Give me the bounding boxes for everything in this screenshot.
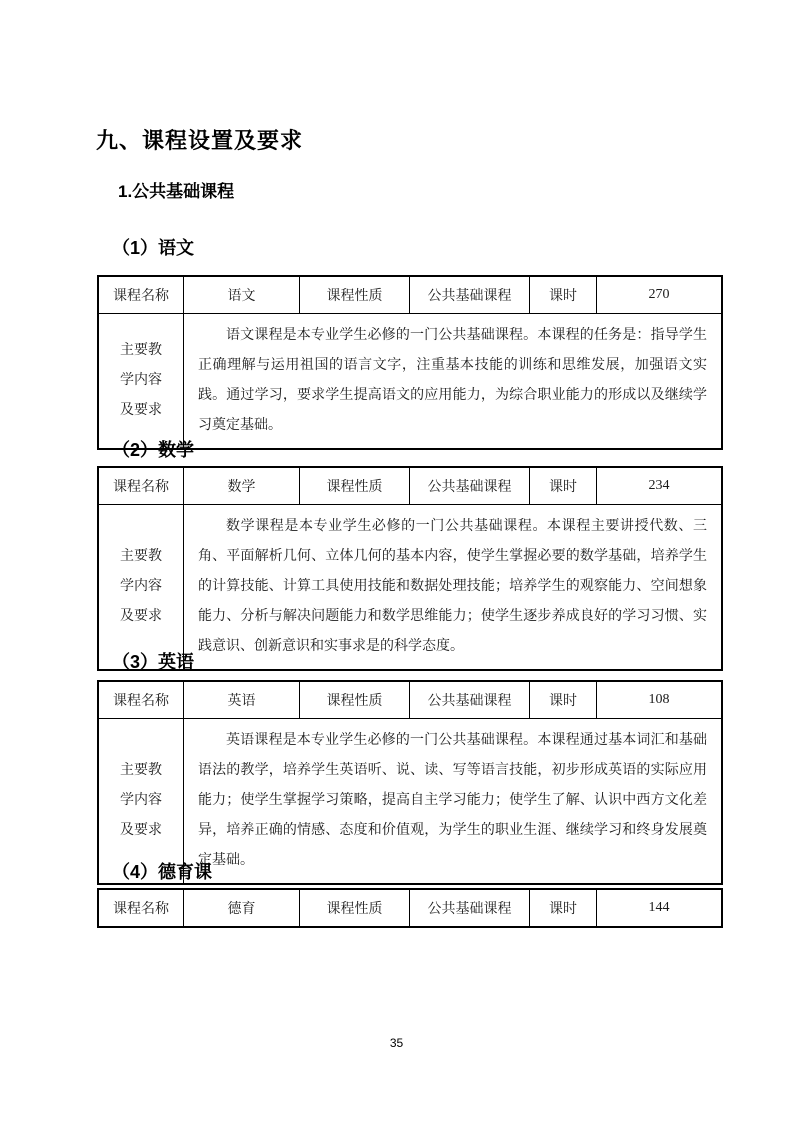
heading-math: （2）数学 bbox=[112, 440, 195, 460]
content-label-line: 学内容 bbox=[120, 373, 162, 388]
course-nature-label: 课程性质 bbox=[300, 889, 410, 927]
content-text: 英语课程是本专业学生必修的一门公共基础课程。本课程通过基本词汇和基础语法的教学，培养学生英语听、说、读、写等语言技能，初步形成英语的实际应用能力；使学生掌握学习策略，提高自主学习能力；使学生了解、认识中西方文化差异，培养正确的情感、态度和价值观，为学生的职业生涯、继续学习和终身发展奠定基础。 bbox=[198, 733, 707, 868]
table-row bbox=[98, 889, 722, 927]
hours-label: 课时 bbox=[530, 467, 597, 505]
content-text-cell bbox=[184, 314, 723, 450]
heading-moral-education: （4）德育课 bbox=[112, 862, 213, 882]
hours-label: 课时 bbox=[530, 889, 597, 927]
course-name-label: 课程名称 bbox=[98, 681, 184, 719]
course-nature-value: 公共基础课程 bbox=[410, 467, 530, 505]
course-nature-label: 课程性质 bbox=[300, 467, 410, 505]
course-name-value: 数学 bbox=[184, 467, 300, 505]
course-nature-value: 公共基础课程 bbox=[410, 889, 530, 927]
subsection-title-public-basic-courses: 1.公共基础课程 bbox=[118, 182, 235, 201]
content-label-line: 主要教 bbox=[120, 549, 162, 564]
content-label-line: 及要求 bbox=[120, 823, 162, 838]
page-title: 九、课程设置及要求 bbox=[96, 128, 304, 153]
hours-value: 234 bbox=[597, 467, 723, 505]
content-text-cell bbox=[184, 719, 723, 885]
course-name-label: 课程名称 bbox=[98, 276, 184, 314]
course-nature-value: 公共基础课程 bbox=[410, 276, 530, 314]
course-nature-value: 公共基础课程 bbox=[410, 681, 530, 719]
content-text: 数学课程是本专业学生必修的一门公共基础课程。本课程主要讲授代数、三角、平面解析几何、立体几何的基本内容，使学生掌握必要的数学基础，培养学生的计算技能、计算工具使用技能和数据处理技能；培养学生的观察能力、空间想象能力、分析与解决问题能力和数学思维能力；使学生逐步养成良好的学习习惯、实践意识、创新意识和实事求是的科学态度。 bbox=[198, 519, 707, 654]
course-table-math bbox=[97, 466, 723, 671]
heading-chinese: （1）语文 bbox=[112, 238, 195, 258]
content-label-line: 及要求 bbox=[120, 609, 162, 624]
course-nature-label: 课程性质 bbox=[300, 681, 410, 719]
content-text: 语文课程是本专业学生必修的一门公共基础课程。本课程的任务是：指导学生正确理解与运用祖国的语言文字，注重基本技能的训练和思维发展，加强语文实践。通过学习，要求学生提高语文的应用能力，为综合职业能力的形成以及继续学习奠定基础。 bbox=[198, 328, 707, 433]
content-label-line: 主要教 bbox=[120, 343, 162, 358]
course-table-english bbox=[97, 680, 723, 885]
course-name-value: 德育 bbox=[184, 889, 300, 927]
hours-label: 课时 bbox=[530, 276, 597, 314]
course-name-label: 课程名称 bbox=[98, 467, 184, 505]
heading-english: （3）英语 bbox=[112, 652, 195, 672]
table-row bbox=[98, 276, 722, 314]
course-name-value: 语文 bbox=[184, 276, 300, 314]
course-table-moral-education bbox=[97, 888, 723, 928]
table-row bbox=[98, 681, 722, 719]
hours-label: 课时 bbox=[530, 681, 597, 719]
hours-value: 108 bbox=[597, 681, 723, 719]
hours-value: 270 bbox=[597, 276, 723, 314]
course-table-chinese bbox=[97, 275, 723, 450]
course-name-value: 英语 bbox=[184, 681, 300, 719]
hours-value: 144 bbox=[597, 889, 723, 927]
content-label-line: 学内容 bbox=[120, 579, 162, 594]
table-row bbox=[98, 314, 722, 450]
course-nature-label: 课程性质 bbox=[300, 276, 410, 314]
table-row bbox=[98, 467, 722, 505]
page-number: 35 bbox=[389, 1036, 404, 1050]
content-text-cell bbox=[184, 505, 723, 671]
content-label-line: 及要求 bbox=[120, 403, 162, 418]
course-name-label: 课程名称 bbox=[98, 889, 184, 927]
content-label-line: 学内容 bbox=[120, 793, 162, 808]
table-row bbox=[98, 505, 722, 671]
content-label-line: 主要教 bbox=[120, 763, 162, 778]
content-label bbox=[98, 505, 184, 671]
content-label bbox=[98, 314, 184, 450]
